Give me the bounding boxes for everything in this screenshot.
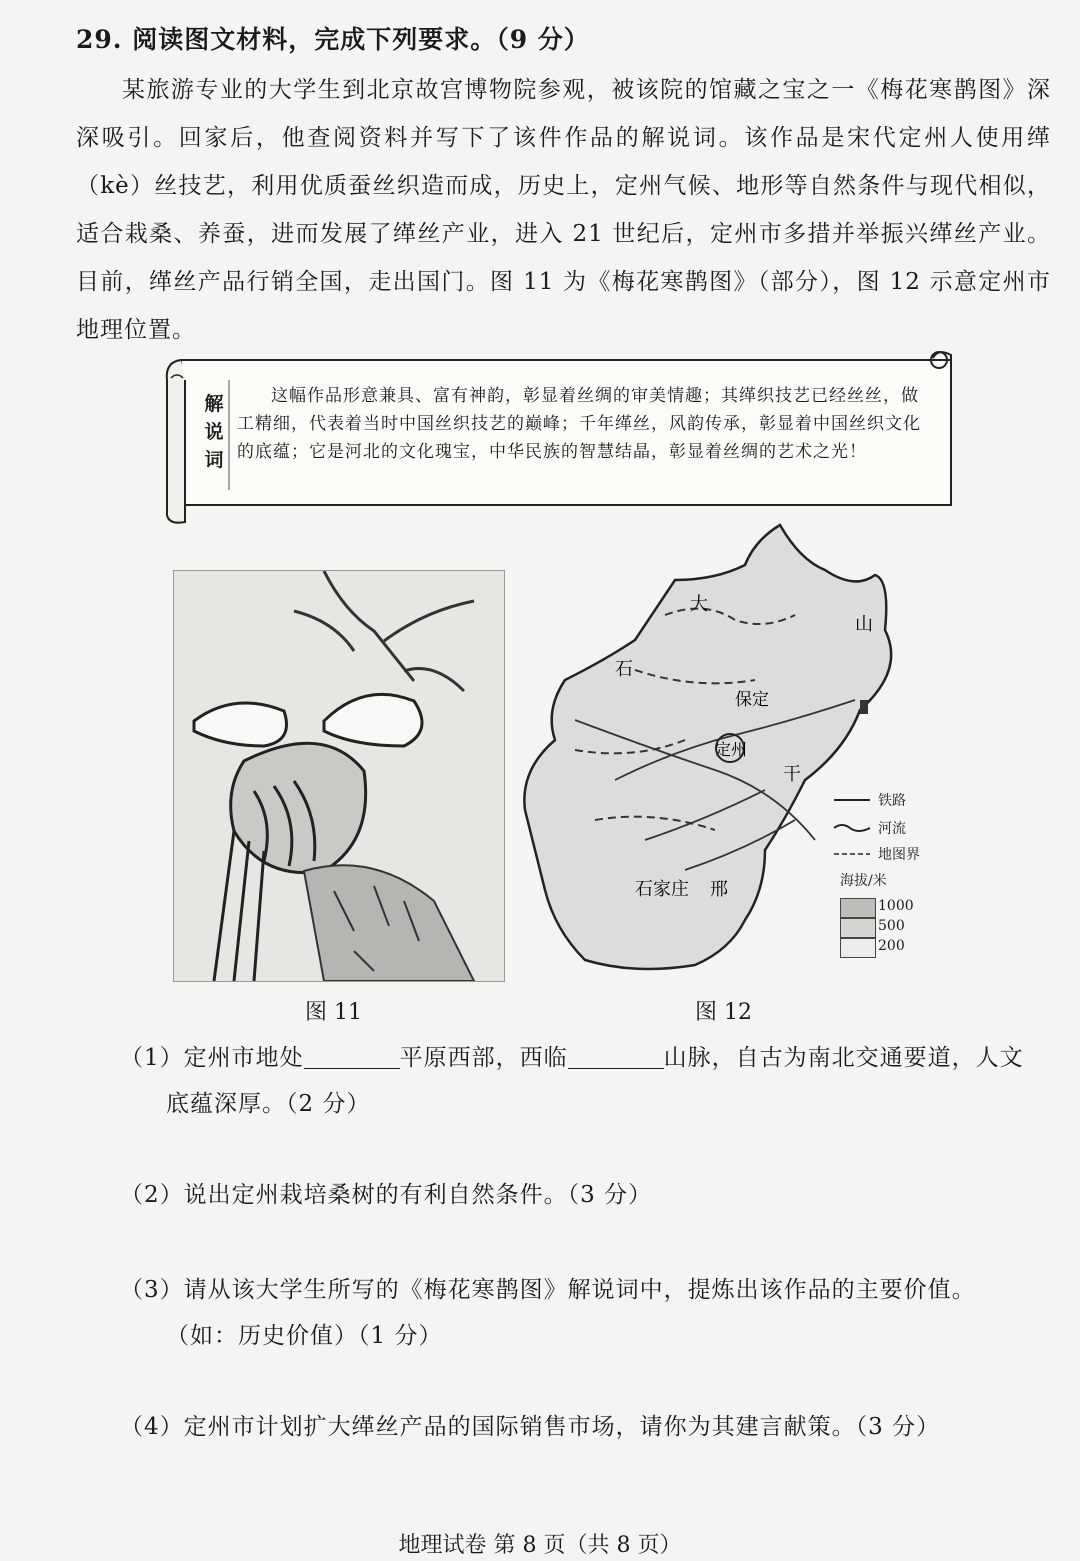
legend-level-2: [840, 918, 876, 938]
answer-blank-1[interactable]: [304, 1044, 400, 1069]
map-label-east: 干: [783, 764, 801, 785]
subquestion-4: （4）定州市计划扩大缂丝产品的国际销售市场，请你为其建言献策。（3 分）: [120, 1414, 941, 1440]
legend-elevation-title: 海拔/米: [840, 873, 887, 889]
subquestion-2: （2）说出定州栽培桑树的有利自然条件。（3 分）: [120, 1182, 653, 1208]
scroll-label: [200, 390, 228, 474]
page-footer: 地理试卷 第 8 页（共 8 页）: [398, 1533, 682, 1558]
label-char-2: 说: [204, 421, 224, 443]
map-label-south: 石家庄: [635, 879, 689, 900]
map-label-center-north: 保定: [735, 690, 769, 710]
legend-railway: 铁路: [878, 793, 906, 809]
legend-boundary: 地图界: [878, 847, 920, 863]
magpie-painting: [174, 571, 504, 981]
scroll-text: 这幅作品形意兼具、富有神韵，彰显着丝绸的审美情趣；其缂织技艺已经丝丝，做工精细，代表着当时中国丝织技艺的巅峰；千年缂丝，风韵传承，彰显着中国丝织文化的底蕴；它是河北的文化瑰宝，中华民族的智慧结晶，彰显着丝绸的艺术之光！: [237, 386, 921, 462]
subquestion-1: （1）定州市地处 平原西部，西临 山脉，自古为南北交通要道，人文 底蕴深厚。（2 分）: [120, 1045, 1024, 1117]
question-paragraph: 某旅游专业的大学生到北京故宫博物院参观，被该院的馆藏之宝之一《梅花寒鹊图》深深吸引。回家后，他查阅资料并写下了该件作品的解说词。该作品是宋代定州人使用缂（kè）丝技艺，利用优质蚕丝织造而成，历史上，定州气候、地形等自然条件与现代相似，适合栽桑、养蚕，进而发展了缂丝产业，进入 21 世纪后，定州市多措并举振兴缂丝产业。目前，缂丝产品行销全国，走出国门。图 11 为《梅花寒鹊图》（部分），图 12 示意定州市地理位置。: [76, 77, 1051, 343]
legend-level-1-label: 1000: [878, 898, 914, 914]
legend-level-1: [840, 898, 876, 918]
figure-12-caption: 图 12: [695, 1000, 752, 1025]
legend-river: 河流: [830, 818, 950, 838]
legend-level-3: [840, 938, 876, 958]
subquestion-3: （3）请从该大学生所写的《梅花寒鹊图》解说词中，提炼出该作品的主要价值。 （如：历史价值）（1 分）: [120, 1277, 976, 1349]
figure-11-painting: [173, 570, 505, 982]
map-label-west: 石: [615, 659, 633, 680]
map-label-northeast: 山: [855, 614, 873, 635]
answer-blank-2[interactable]: [568, 1044, 664, 1069]
map-label-southeast: 邢: [710, 879, 728, 900]
legend-level-2-label: 500: [878, 918, 905, 934]
figure-11-caption: 图 11: [305, 1000, 362, 1025]
commentary-scroll: [163, 350, 953, 525]
legend-level-3-label: 200: [878, 938, 905, 954]
label-char-1: 解: [204, 393, 224, 415]
label-char-3: 词: [204, 449, 224, 471]
question-title: 29. 阅读图文材料，完成下列要求。（9 分）: [76, 25, 590, 54]
map-label-center: 定州: [715, 740, 748, 759]
map-label-north: 大: [690, 594, 708, 615]
